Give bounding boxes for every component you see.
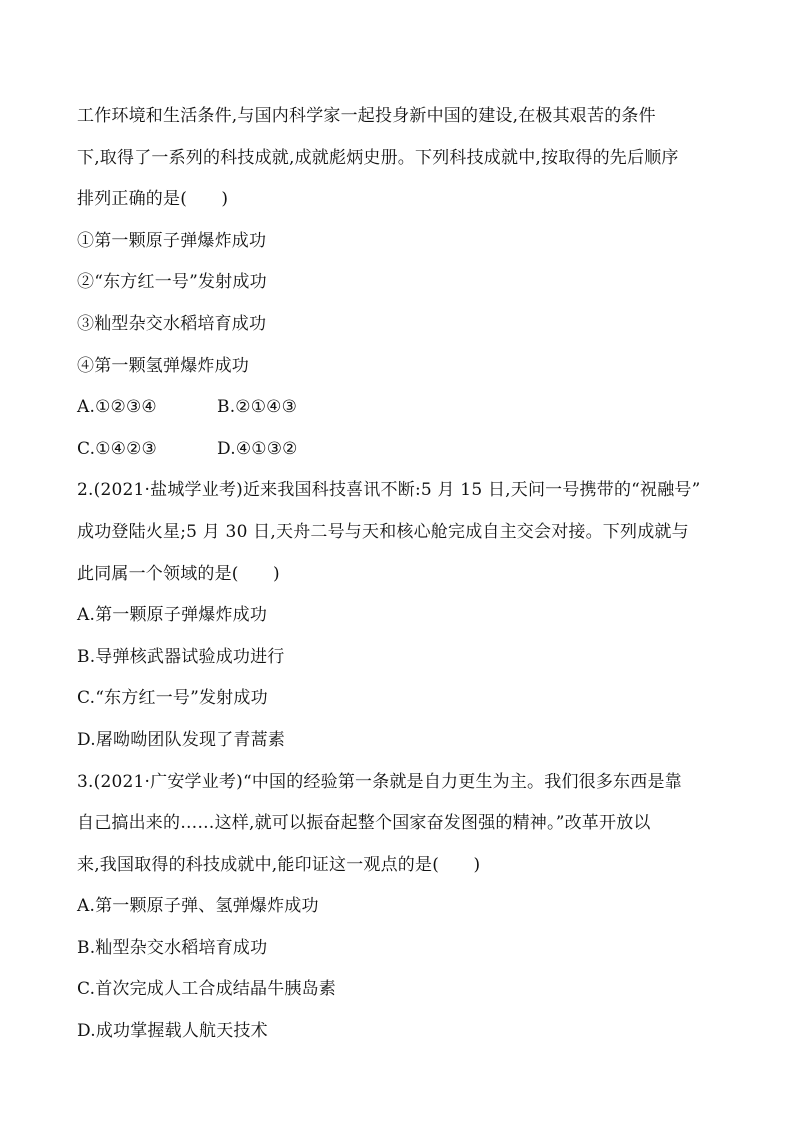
q3-option-a: A.第一颗原子弹、氢弹爆炸成功: [77, 896, 319, 917]
q1-item: ③籼型杂交水稻培育成功: [77, 313, 267, 334]
q2-option-b: B.导弹核武器试验成功进行: [77, 646, 285, 667]
q1-option-c: C.①④②③: [77, 438, 157, 459]
q3-option-b: B.籼型杂交水稻培育成功: [77, 937, 268, 958]
question-3: [77, 762, 727, 1053]
q1-option-b: B.②①④③: [217, 397, 298, 418]
q1-option-d: D.④①③②: [217, 438, 298, 459]
q3-stem-line: 3.(2021·广安学业考)“中国的经验第一条就是自力更生为主。我们很多东西是靠: [77, 771, 682, 792]
q2-stem-line: 2.(2021·盐城学业考)近来我国科技喜讯不断:5 月 15 日,天问一号携带的“祝融号”: [77, 480, 701, 501]
q1-option-row: [77, 429, 727, 471]
q2-option-a: A.第一颗原子弹爆炸成功: [77, 605, 268, 626]
q1-item: ①第一颗原子弹爆炸成功: [77, 230, 267, 251]
q1-stem-line: 工作环境和生活条件,与国内科学家一起投身新中国的建设,在极其艰苦的条件: [77, 106, 656, 126]
q2-option-c: C.“东方红一号”发射成功: [77, 688, 268, 709]
document-page: [77, 96, 727, 1053]
q1-item: ④第一颗氢弹爆炸成功: [77, 355, 249, 376]
q2-option-d: D.屠呦呦团队发现了青蒿素: [77, 729, 286, 750]
q1-stem-line: 排列正确的是( ): [77, 189, 229, 210]
q2-stem-line: 此同属一个领域的是( ): [77, 563, 280, 584]
q3-stem-line: 自己搞出来的……这样,就可以振奋起整个国家奋发图强的精神。”改革开放以: [77, 813, 651, 834]
q1-stem-line: 下,取得了一系列的科技成就,成就彪炳史册。下列科技成就中,按取得的先后顺序: [77, 147, 679, 168]
q2-stem-line: 成功登陆火星;5 月 30 日,天舟二号与天和核心舱完成自主交会对接。下列成就与: [77, 521, 689, 542]
q3-option-c: C.首次完成人工合成结晶牛胰岛素: [77, 979, 337, 1000]
q3-option-d: D.成功掌握载人航天技术: [77, 1021, 268, 1042]
q1-item: ②“东方红一号”发射成功: [77, 272, 267, 293]
q3-stem-line: 来,我国取得的科技成就中,能印证这一观点的是( ): [77, 854, 481, 875]
q1-option-row: [77, 387, 727, 429]
question-2: [77, 470, 727, 761]
question-1: [77, 96, 727, 470]
q1-option-a: A.①②③④: [77, 397, 157, 418]
